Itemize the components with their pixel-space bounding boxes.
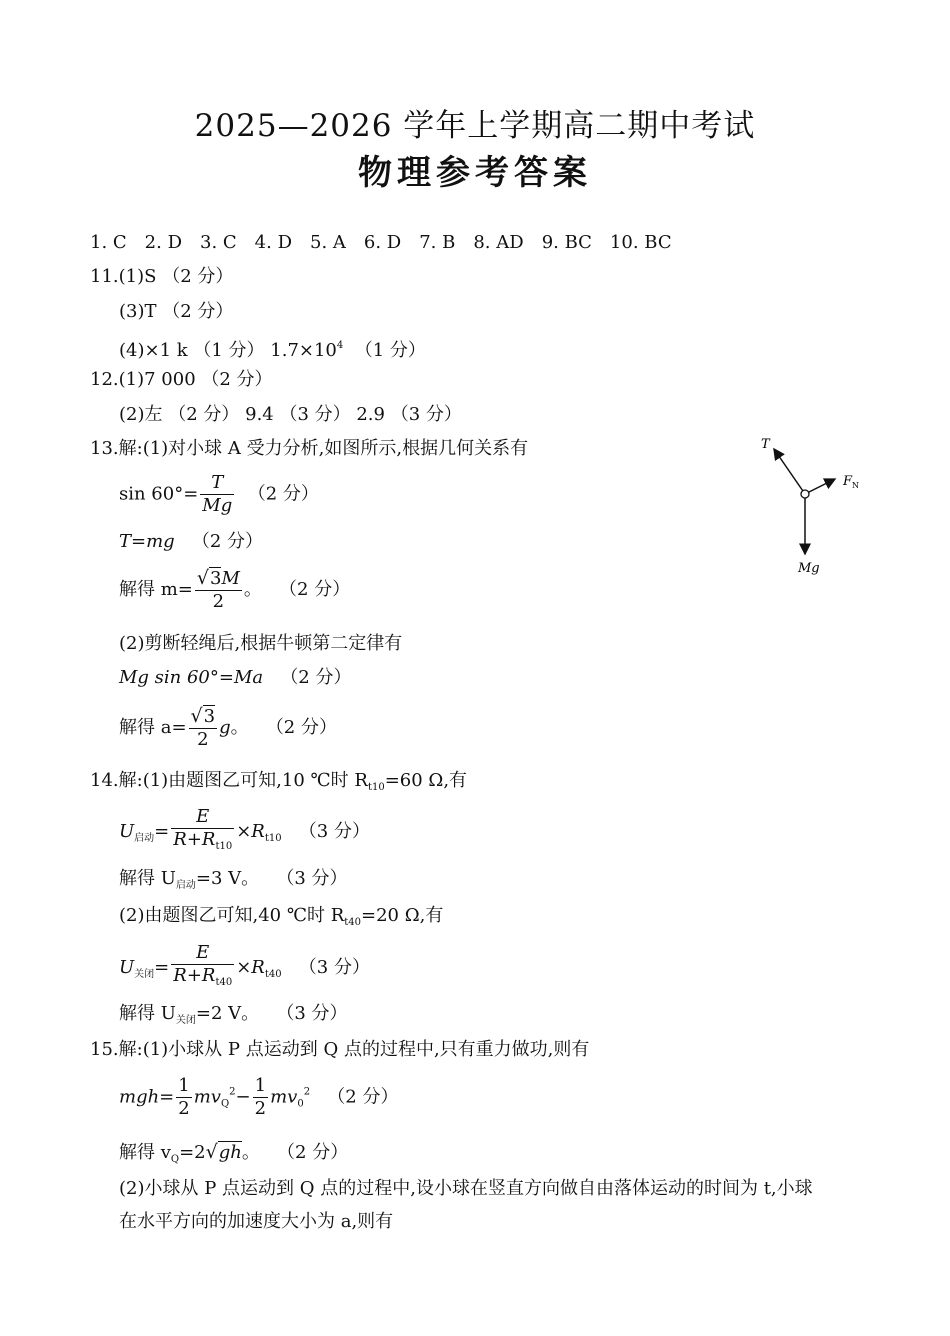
force-diagram: [755, 432, 865, 577]
choice-answer: 7. B: [419, 232, 456, 253]
q11-line2: (3)T （2 分）: [119, 301, 234, 322]
q14-line1: 14.解:(1)由题图乙可知,10 ℃时 $R_{t10}=60$ Ω,有: [90, 770, 468, 793]
choice-answer: 9. BC: [541, 232, 592, 253]
q11-line3: (4)×1 k （1 分） $1.7\times 10^4$ （1 分）: [119, 340, 426, 361]
q12-line1: 12.(1)7 000 （2 分）: [90, 369, 273, 390]
choice-answer: 6. D: [363, 232, 402, 253]
q14-eq-close: $U_{关闭}=$ $\frac{E}{R+R_{t40}}$ $\times R_{t40}$ （3 分）: [119, 942, 370, 988]
tension-arrow: [774, 449, 805, 494]
choice-answer: 1. C: [90, 232, 127, 253]
q15-line5: 在水平方向的加速度大小为 a,则有: [119, 1211, 394, 1232]
q14-eq-start: $U_{启动}=$ $\frac{E}{R+R_{t10}}$ $\times R_{t10}$ （3 分）: [119, 806, 370, 852]
choice-answer: 8. AD: [473, 232, 524, 253]
q13-line5: (2)剪断轻绳后,根据牛顿第二定律有: [119, 633, 403, 654]
q15-line4: (2)小球从 P 点运动到 Q 点的过程中,设小球在竖直方向做自由落体运动的时间为 t,小球: [119, 1178, 813, 1199]
q14-solve-close: 解得 $U_{关闭}=2$ V。 （3 分）: [119, 1003, 348, 1026]
q13-eq-sin: sin 60°= $\frac{T}{Mg}$ （2 分）: [119, 472, 319, 516]
label-FN: $F_N$: [843, 474, 860, 490]
ball-point: [801, 490, 809, 498]
label-Mg: Mg: [798, 561, 820, 576]
choice-answer: 2. D: [144, 232, 182, 253]
q13-line1: 13.解:(1)对小球 A 受力分析,如图所示,根据几何关系有: [90, 438, 529, 459]
q15-line1: 15.解:(1)小球从 P 点运动到 Q 点的过程中,只有重力做功,则有: [90, 1039, 590, 1060]
q12-line2: (2)左 （2 分） 9.4 （3 分） 2.9 （3 分）: [119, 404, 462, 425]
q11-line1: 11.(1)S （2 分）: [90, 266, 234, 287]
q13-eq-tmg: T=mg （2 分）: [119, 531, 264, 552]
q14-line4: (2)由题图乙可知,40 ℃时 $R_{t40}=20$ Ω,有: [119, 905, 444, 928]
q13-solve-m: 解得 m= $\frac{√3M}{2}$ 。 （2 分）: [119, 567, 351, 612]
label-T: T: [761, 437, 770, 452]
choice-answer: 10. BC: [609, 232, 672, 253]
q13-eq-newton: Mg sin 60°=Ma （2 分）: [119, 667, 352, 688]
q14-solve-start: 解得 $U_{启动}=3$ V。 （3 分）: [119, 868, 348, 891]
q15-eq-energy: mgh= $\frac{1}{2}$ $mv_Q^2-$ $\frac{1}{2}$ $mv_0^2$ （2 分）: [119, 1075, 399, 1119]
choice-answer: 3. C: [200, 232, 237, 253]
choice-answers: [90, 232, 672, 254]
page-title: 2025—2026 学年上学期高二期中考试: [194, 108, 756, 144]
choice-answer: 4. D: [254, 232, 292, 253]
choice-answer: 5. A: [310, 232, 346, 253]
page-subtitle: 物理参考答案: [358, 153, 592, 193]
normal-force-arrow: [805, 479, 835, 494]
q13-solve-a: 解得 a= $\frac{√3}{2}$ g。 （2 分）: [119, 705, 337, 750]
q15-solve-v: 解得 $v_Q=2√gh$。 （2 分）: [119, 1141, 349, 1165]
